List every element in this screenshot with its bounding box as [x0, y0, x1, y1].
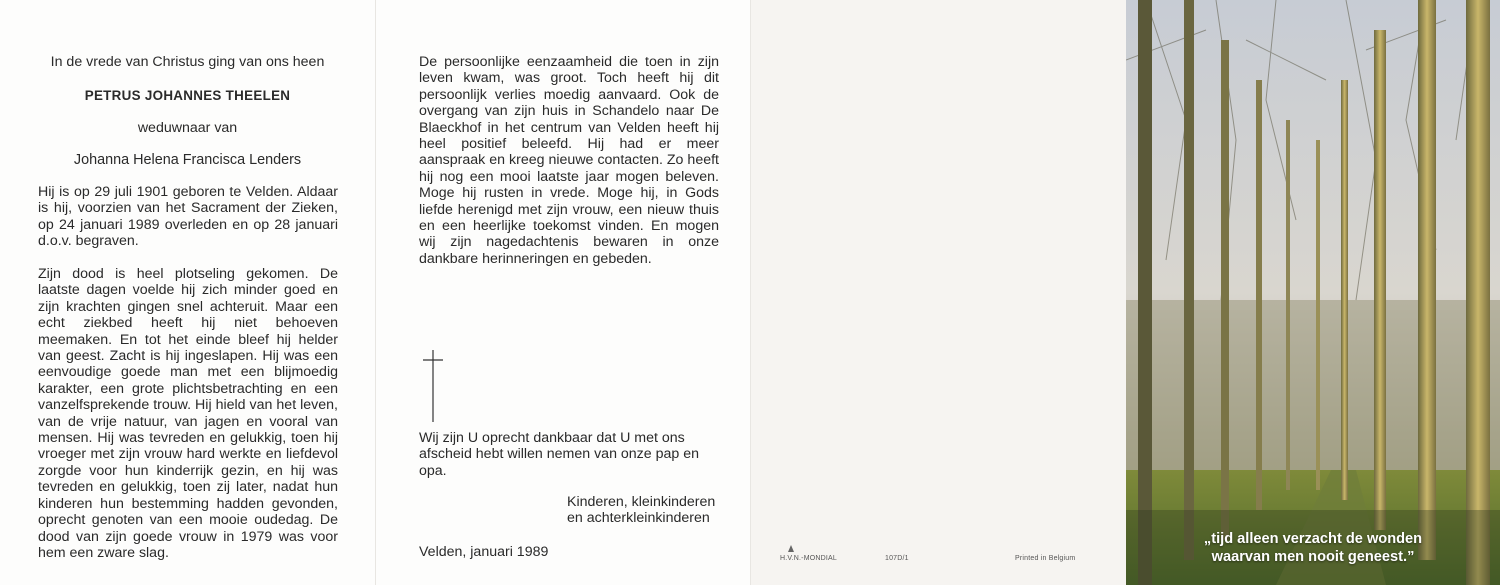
printed-in-label: Printed in Belgium	[1015, 555, 1076, 562]
publisher-label: H.V.N.-MONDIAL	[780, 555, 837, 562]
back-panel	[750, 0, 1126, 585]
cross-icon	[423, 350, 443, 422]
spouse-name: Johanna Helena Francisca Lenders	[73, 152, 302, 168]
signature-line-1: Kinderen, kleinkinderen	[567, 494, 716, 510]
quote-line-1: „tijd alleen verzacht de wonden	[1203, 531, 1423, 547]
tree-avenue-photo	[1126, 0, 1500, 585]
biography-paragraph-3: De persoonlijke eenzaamheid die toen in zijn leven kwam, was groot. Toch heeft hij dit persoonlijk verlies moedig aanvaard. Ook de overgang van zijn huis in Schandelo naar De Blaeckhof in het centrum van Velden heeft hij heel positief beleefd. Hij had er meer aanspraak en kreeg nieuwe contacten. Zo heeft hij nog een mooi laatste jaar mogen beleven. Moge hij rusten in vrede. Moge hij, in Gods liefde herenigd met zijn vrouw, een nieuw thuis en een heerlijke toekomst vinden. En mogen wij zijn nagedachtenis bewaren in onze dankbare herinneringen en gebeden.	[419, 54, 719, 267]
fold-line-1	[375, 0, 376, 585]
signature-line-2: en achterkleinkinderen	[567, 510, 710, 527]
quote-line-2: waarvan men nooit geneest.”	[1211, 549, 1415, 565]
left-text-panel	[0, 0, 375, 585]
thanks-paragraph: Wij zijn U oprecht dankbaar dat U met ons afscheid hebt willen nemen van onze pap en opa.	[419, 430, 700, 479]
publisher-logo-icon	[786, 543, 796, 553]
place-date: Velden, januari 1989	[419, 544, 549, 560]
quote-text	[1126, 530, 1500, 566]
biography-paragraph-2: Zijn dood is heel plotseling gekomen. De laatste dagen voelde hij zich minder goed en zijn krachten gingen snel achteruit. Maar een echt ziekbed heeft hij niet behoeven meemaken. En tot het einde bleef hij helder van geest. Zacht is hij ingeslapen. Hij was een eenvoudige goede man met een blijmoedig karakter, een grote plichtsbetrachting en een vanzelfsprekende trouw. Hij hield van het leven, van de vrije natuur, van jagen en vooral van mensen. Hij was tevreden en gelukkig, toen hij vroeger met zijn vrouw hard werkte en liefdevol zorgde voor hun kinderrijk gezin, en hij was tevreden en gelukkig, toen zij later, nadat hun kinderen hun bestemming hadden gevonden, oprecht genoten van een mooie oudedag. De dood van zijn goede vrouw in 1979 was voor hem een zware slag.	[38, 266, 338, 561]
fold-line-2	[750, 0, 751, 585]
signature-block	[567, 494, 727, 527]
middle-text-panel	[375, 0, 750, 585]
photo-panel	[1126, 0, 1500, 585]
intro-line: In de vrede van Christus ging van ons heen	[50, 54, 325, 70]
widow-label: weduwnaar van	[137, 120, 238, 136]
print-code: 107D/1	[885, 555, 909, 562]
biography-paragraph-1: Hij is op 29 juli 1901 geboren te Velden. Aldaar is hij, voorzien van het Sacrament der Zieken, op 24 januari 1989 overleden en op 28 januari d.o.v. begraven.	[38, 184, 338, 250]
deceased-name: PETRUS JOHANNES THEELEN	[84, 88, 291, 103]
